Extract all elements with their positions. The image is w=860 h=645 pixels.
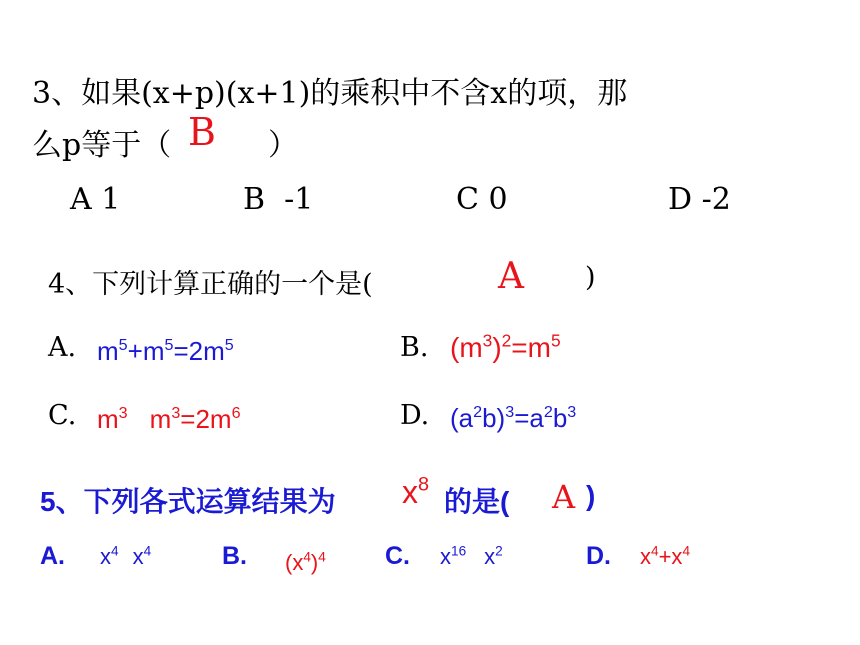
q5-option-a-letter: A. xyxy=(40,542,65,570)
q3-line1: 3、如果(x+p)(x+1)的乘积中不含x的项，那 xyxy=(32,76,628,111)
q5-prompt-suffix: ) xyxy=(586,480,596,511)
q5-target-term: $x^8$ xyxy=(402,473,430,510)
q4-option-d-letter: D. xyxy=(400,400,430,431)
q3-option-c: C 0 xyxy=(456,182,508,217)
q5-prompt-prefix: 5、下列各式运算结果为 xyxy=(40,486,336,517)
q4-answer: A xyxy=(498,256,524,297)
q4-option-c-letter: C. xyxy=(48,400,77,431)
q5-option-c-letter: C. xyxy=(385,542,410,570)
q3-answer: B xyxy=(188,110,216,154)
q3-option-b: B -1 xyxy=(243,182,314,217)
q5-prompt-mid: 的是( xyxy=(444,486,510,517)
q4-prompt-suffix: ) xyxy=(585,262,596,293)
q3-option-d: D -2 xyxy=(668,182,731,217)
q4-prompt-prefix: 4、下列计算正确的一个是( xyxy=(48,269,373,300)
q4-option-b-letter: B. xyxy=(400,332,429,363)
q3-option-a: A 1 xyxy=(70,182,121,217)
q3-line2-suffix: ） xyxy=(268,128,298,163)
q5-answer: A xyxy=(552,478,576,516)
q5-option-d-expr: $x^4+x^4$ xyxy=(640,543,691,569)
q5-option-c-expr: $x^{16}$ $x^2$ xyxy=(440,543,503,569)
q4-option-c-expr: $m^3$ $m^3=2m^6$ xyxy=(97,404,241,434)
q4-option-d-expr: $(a^2b)^3=a^2b^3$ xyxy=(450,403,577,433)
q5-option-b-expr: $(x^4)^4$ xyxy=(285,549,326,575)
q4-option-a-letter: A. xyxy=(48,332,77,363)
q4-option-a-expr: $m^5+m^5=2m^5$ xyxy=(97,336,234,366)
q5-option-d-letter: D. xyxy=(586,542,611,570)
q5-option-b-letter: B. xyxy=(222,542,247,570)
q5-option-a-expr: $x^4$ $x^4$ xyxy=(100,543,152,569)
q4-option-b-expr: $(m^3)^2=m^5$ xyxy=(450,330,561,363)
q3-line2-prefix: 么p等于（ xyxy=(32,128,172,163)
